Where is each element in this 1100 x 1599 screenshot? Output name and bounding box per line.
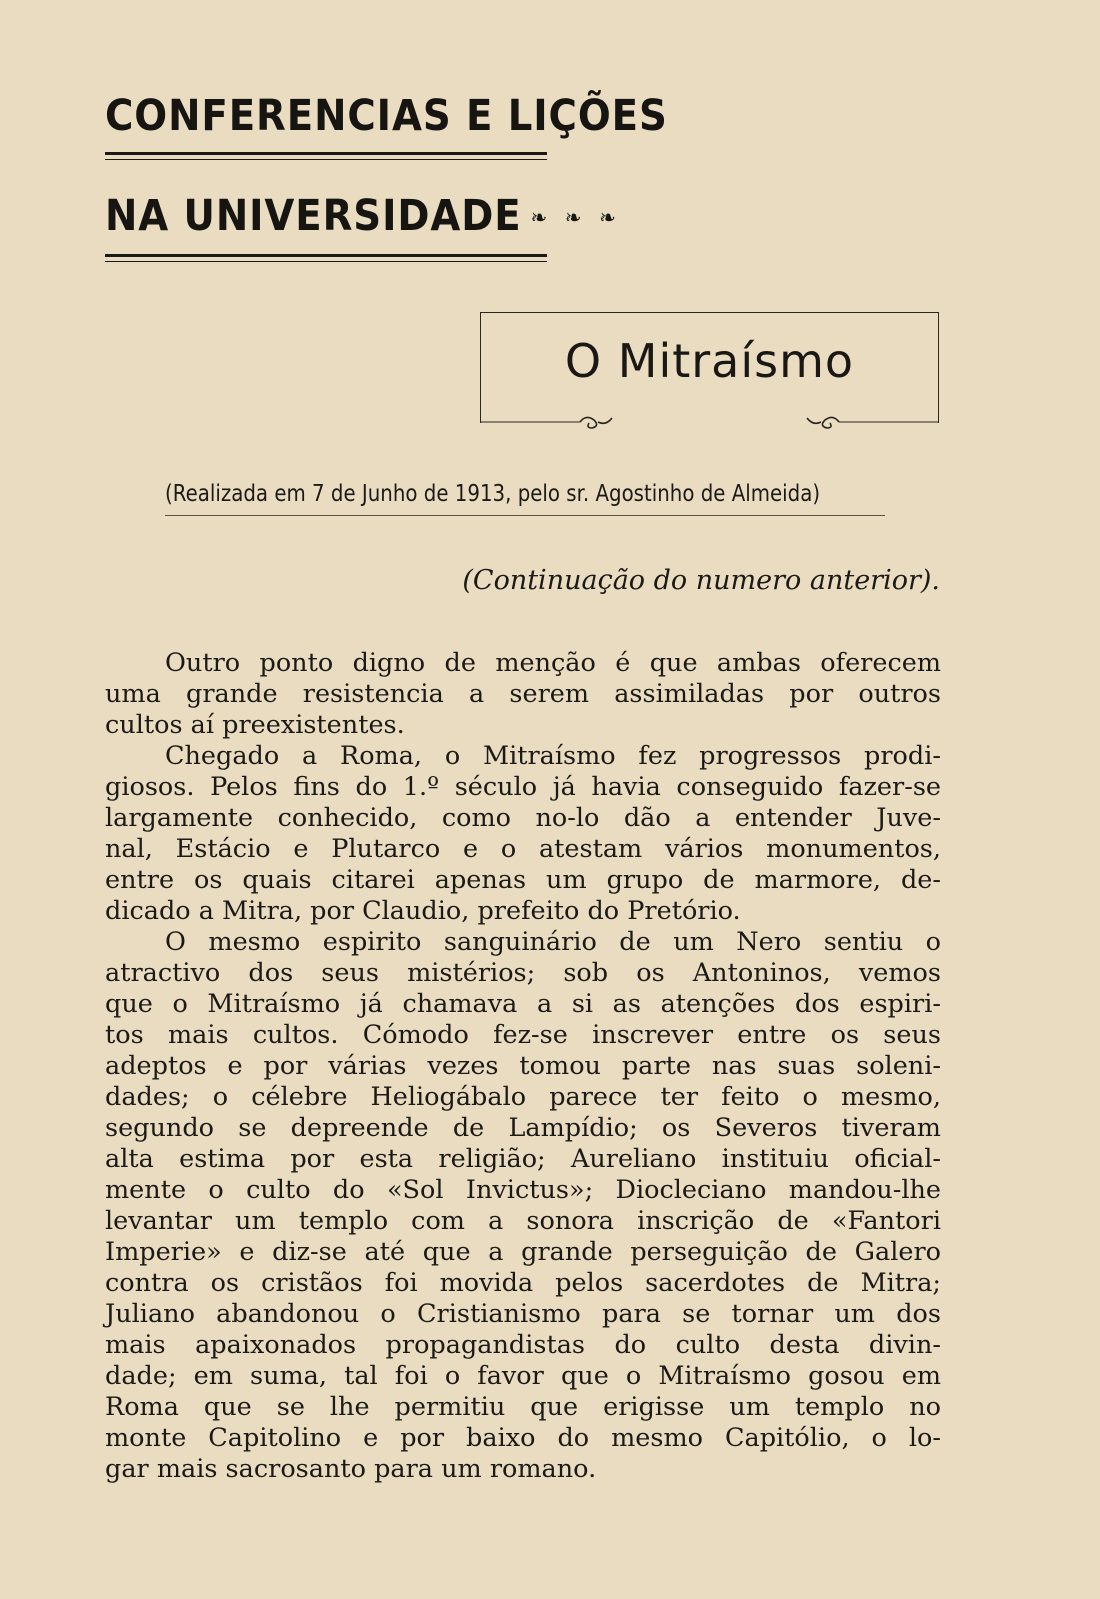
header-rule-thin-1 [105,159,547,160]
body-text-line: largamente conhecido, como no-lo dão a entender Juve- [105,803,941,833]
body-text-line: Roma que se lhe permitiu que erigisse um templo no [105,1392,941,1422]
body-text-line: que o Mitraísmo já chamava a si as atenções dos espiri- [105,989,941,1019]
body-text-line: gar mais sacrosanto para um romano. [105,1454,597,1484]
body-text-line: Outro ponto digno de menção é que ambas oferecem [165,648,941,678]
body-text-line: nal, Estácio e Plutarco e o atestam vários monumentos, [105,834,941,864]
article-subtitle: (Realizada em 7 de Junho de 1913, pelo sr. Agostinho de Almeida) [165,481,821,507]
body-text-line: giosos. Pelos fins do 1.º século já havia conseguido fazer-se [105,772,941,802]
body-text-line: cultos aí preexistentes. [105,710,405,740]
body-text-line: contra os cristãos foi movida pelos sacerdotes de Mitra; [105,1268,941,1298]
body-text-line: O mesmo espirito sanguinário de um Nero sentiu o [165,927,941,957]
subtitle-rule [165,515,885,516]
header-title-line-2 [105,190,622,245]
header-rule-thick-2 [105,254,547,257]
body-text-line: tos mais cultos. Cómodo fez-se inscrever entre os seus [105,1020,941,1050]
body-text-line: dades; o célebre Heliogábalo parece ter feito o mesmo, [105,1082,941,1112]
body-text-line: levantar um templo com a sonora inscrição de «Fantori [105,1206,941,1236]
body-text-line: uma grande resistencia a serem assimiladas por outros [105,679,941,709]
body-text-line: segundo se depreende de Lampídio; os Severos tiveram [105,1113,941,1143]
body-text-line: mais apaixonados propagandistas do culto desta divin- [105,1330,941,1360]
article-title: O Mitraísmo [564,334,855,388]
header-title-text-2: NA UNIVERSIDADE [105,191,522,241]
continuation-note: (Continuação do numero anterior). [462,565,940,596]
body-text-line: alta estima por esta religião; Aureliano instituiu oficial- [105,1144,941,1174]
body-text-line: monte Capitolino e por baixo do mesmo Capitólio, o lo- [105,1423,941,1453]
fleuron-ornament-icon: ❧ ❧ ❧ [530,205,622,231]
body-text-line: dicado a Mitra, por Claudio, prefeito do Pretório. [105,896,741,926]
body-text-line: entre os quais citarei apenas um grupo de marmore, de- [105,865,941,895]
body-text-line: dade; em suma, tal foi o favor que o Mitraísmo gosou em [105,1361,941,1391]
body-text-line: Juliano abandonou o Cristianismo para se tornar um dos [105,1299,941,1329]
body-text-line: atractivo dos seus mistérios; sob os Antoninos, vemos [105,958,941,988]
header-rule-thick-1 [105,152,547,155]
body-text-line: Chegado a Roma, o Mitraísmo fez progressos prodi- [165,741,941,771]
title-frame-flourish-icon [480,412,939,436]
article-title-frame [480,312,939,423]
body-text-line: adeptos e por várias vezes tomou parte nas suas soleni- [105,1051,941,1081]
body-text-line: mente o culto do «Sol Invictus»; Diocleciano mandou-lhe [105,1175,941,1205]
article-body [105,648,941,1485]
header-title-line-1 [105,90,668,142]
header-rule-thin-2 [105,261,547,262]
body-text-line: Imperie» e diz-se até que a grande perseguição de Galero [105,1237,941,1267]
header-title-text-1: CONFERENCIAS E LIÇÕES [105,91,668,141]
